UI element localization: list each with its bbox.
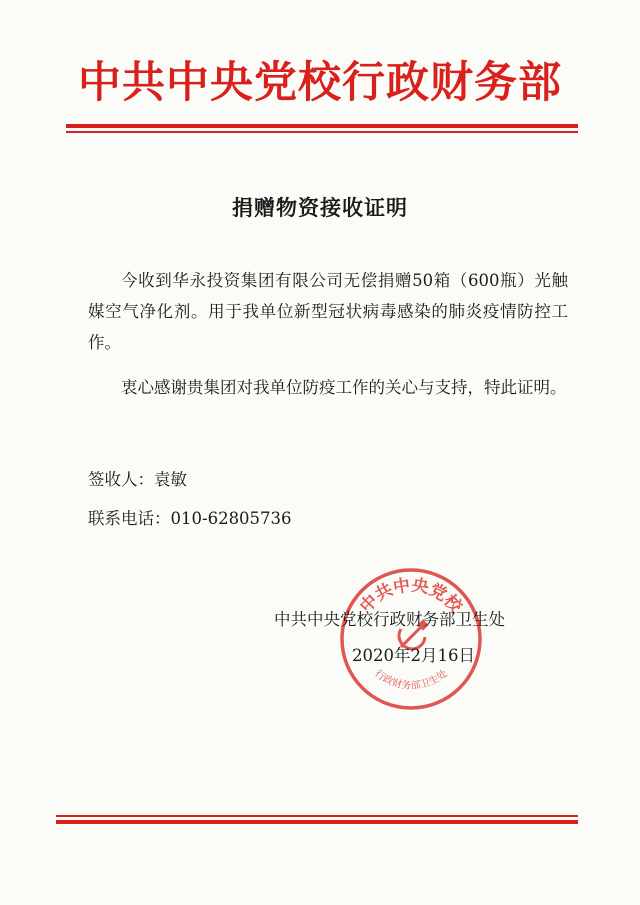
signature-unit: 中共中央党校行政财务部卫生处 [274, 610, 505, 629]
seal-top-text: 中共中央党校 [356, 575, 466, 618]
letterhead-title: 中共中央党校行政财务部 [78, 58, 562, 108]
letterhead-rule-thin [66, 131, 578, 133]
letterhead-rule-thick [66, 124, 578, 128]
signer-field: 签收人：袁敏 [88, 470, 187, 489]
footer-rule-thin [56, 815, 578, 817]
official-seal [337, 565, 485, 713]
seal-bottom-text: 行政财务部卫生处 [372, 668, 450, 692]
body-paragraph-thanks: 衷心感谢贵集团对我单位防疫工作的关心与支持，特此证明。 [121, 378, 567, 397]
body-paragraph-donation: 今收到华永投资集团有限公司无偿捐赠50箱（600瓶）光触媒空气净化剂。用于我单位新型冠状病毒感染的肺炎疫情防控工作。 [88, 271, 568, 352]
phone-field: 联系电话：010-62805736 [88, 509, 292, 528]
signature-date: 2020年2月16日 [352, 646, 475, 665]
footer-rule-thick [56, 820, 578, 824]
document-title: 捐赠物资接收证明 [232, 196, 408, 220]
